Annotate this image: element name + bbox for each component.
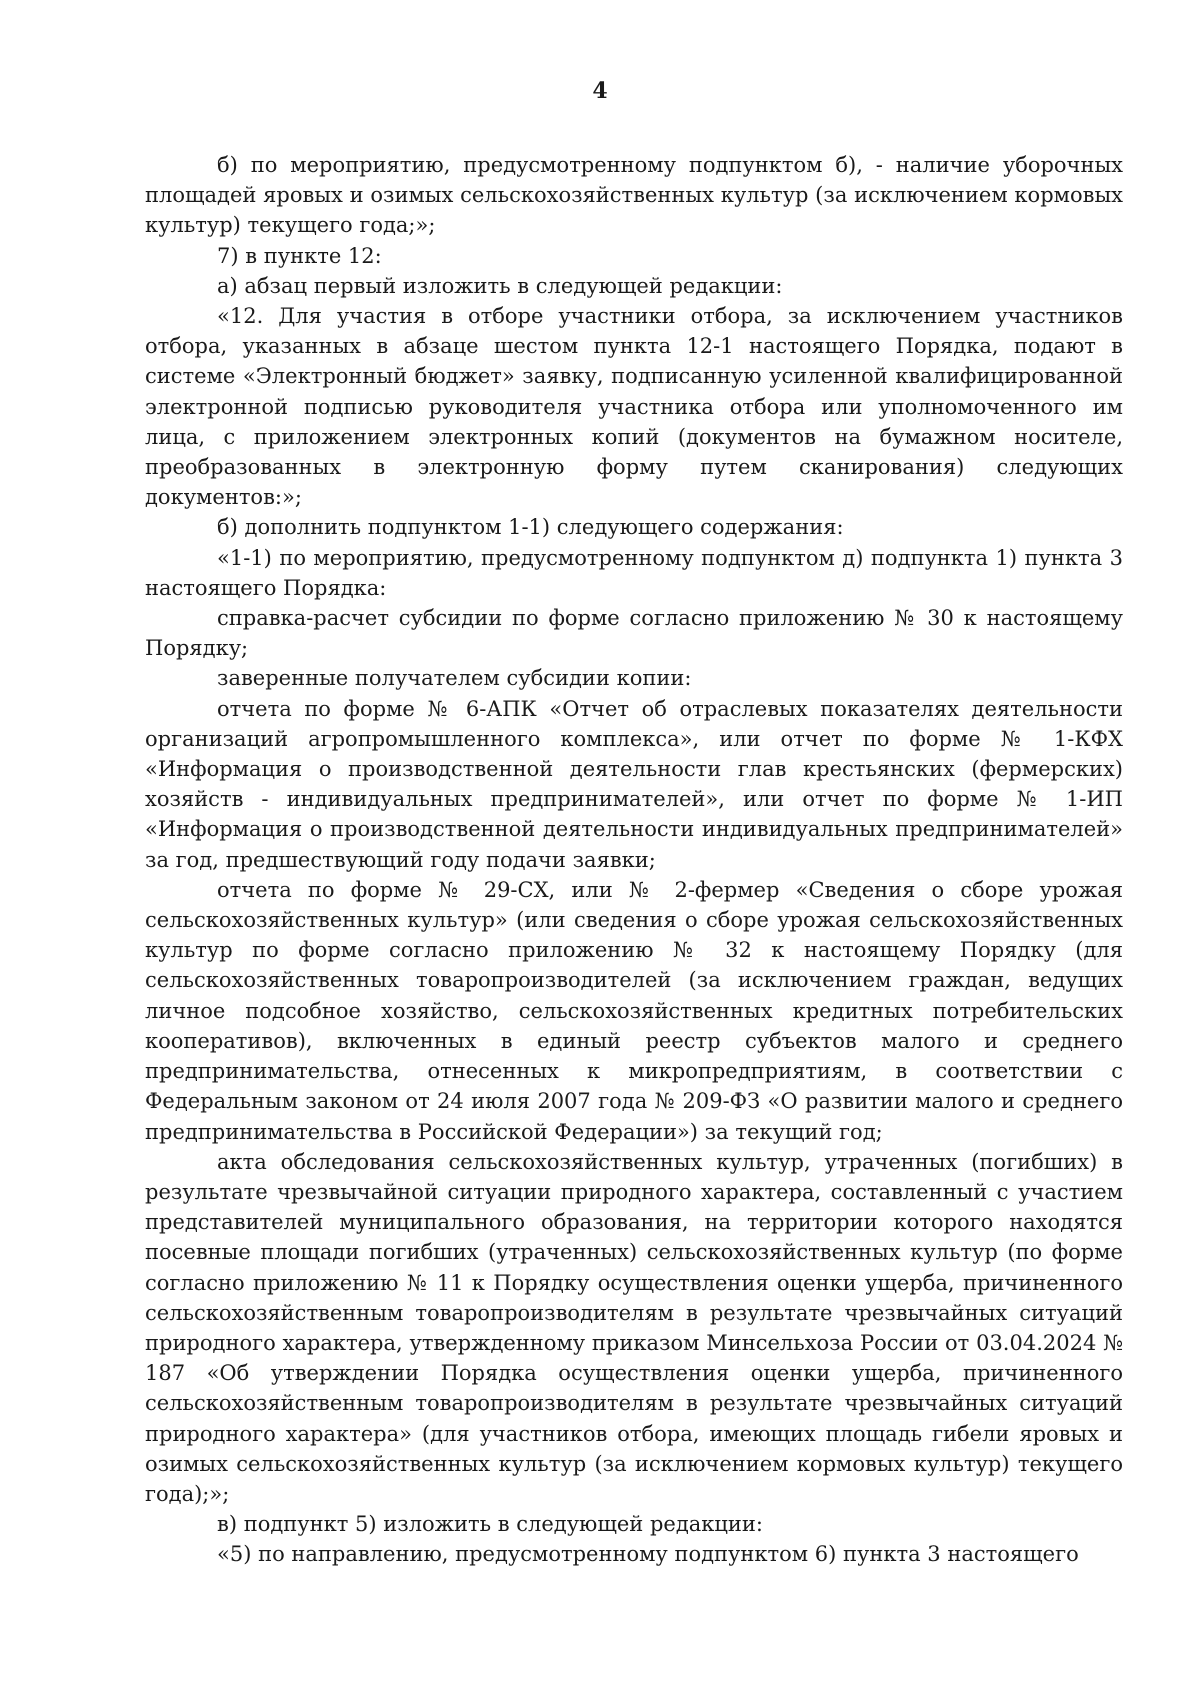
paragraph: справка-расчет субсидии по форме согласно приложению № 30 к настоящему Порядку; xyxy=(145,606,1123,661)
paragraph: б) по мероприятию, предусмотренному подпунктом б), - наличие уборочных площадей яровых и озимых сельскохозяйственных культур (за исключением кормовых культур) текущего года;»; xyxy=(145,153,1123,238)
paragraph: «5) по направлению, предусмотренному подпунктом 6) пункта 3 настоящего xyxy=(217,1542,1079,1567)
paragraph: а) абзац первый изложить в следующей редакции: xyxy=(217,273,783,298)
paragraph: заверенные получателем субсидии копии: xyxy=(217,666,692,691)
paragraph: «1-1) по мероприятию, предусмотренному подпунктом д) подпункта 1) пункта 3 настоящего Порядка: xyxy=(145,545,1123,600)
paragraph: 7) в пункте 12: xyxy=(217,243,382,268)
page-number: 4 xyxy=(592,78,608,104)
paragraph: «12. Для участия в отборе участники отбора, за исключением участников отбора, указанных в абзаце шестом пункта 12-1 настоящего Порядка, подают в системе «Электронный бюджет» заявку, подписанную усиленной квалифицированной электронной подписью руководителя участника отбора или уполномоченного им лица, с приложением электронных копий (документов на бумажном носителе, преобразованных в электронную форму путем сканирования) следующих документов:»; xyxy=(145,304,1123,510)
paragraph: б) дополнить подпунктом 1-1) следующего содержания: xyxy=(217,515,844,540)
paragraph: акта обследования сельскохозяйственных культур, утраченных (погибших) в результате чрезвычайной ситуации природного характера, составленный с участием представителей муниципального образования, на территории которого находятся посевные площади погибших (утраченных) сельскохозяйственных культур (по форме согласно приложению № 11 к Порядку осуществления оценки ущерба, причиненного сельскохозяйственным товаропроизводителям в результате чрезвычайных ситуаций природного характера, утвержденному приказом Минсельхоза России от 03.04.2024 № 187 «Об утверждении Порядка осуществления оценки ущерба, причиненного сельскохозяйственным товаропроизводителям в результате чрезвычайных ситуаций природного характера» (для участников отбора, имеющих площадь гибели яровых и озимых сельскохозяйственных культур (за исключением кормовых культур) текущего года);»; xyxy=(145,1149,1123,1506)
document-body xyxy=(145,150,1123,1570)
paragraph: отчета по форме № 6-АПК «Отчет об отраслевых показателях деятельности организаций агропромышленного комплекса», или отчет по форме № 1-КФХ «Информация о производственной деятельности глав крестьянских (фермерских) хозяйств - индивидуальных предпринимателей», или отчет по форме № 1-ИП «Информация о производственной деятельности индивидуальных предпринимателей» за год, предшествующий году подачи заявки; xyxy=(145,696,1123,872)
paragraph: отчета по форме № 29-СХ, или № 2-фермер «Сведения о сборе урожая сельскохозяйственных культур» (или сведения о сборе урожая сельскохозяйственных культур по форме согласно приложению № 32 к настоящему Порядку (для сельскохозяйственных товаропроизводителей (за исключением граждан, ведущих личное подсобное хозяйство, сельскохозяйственных кредитных потребительских кооперативов), включенных в единый реестр субъектов малого и среднего предпринимательства, отнесенных к микропредприятиям, в соответствии с Федеральным законом от 24 июля 2007 года № 209-ФЗ «О развитии малого и среднего предпринимательства в Российской Федерации») за текущий год; xyxy=(145,877,1123,1144)
paragraph: в) подпункт 5) изложить в следующей редакции: xyxy=(217,1512,763,1537)
